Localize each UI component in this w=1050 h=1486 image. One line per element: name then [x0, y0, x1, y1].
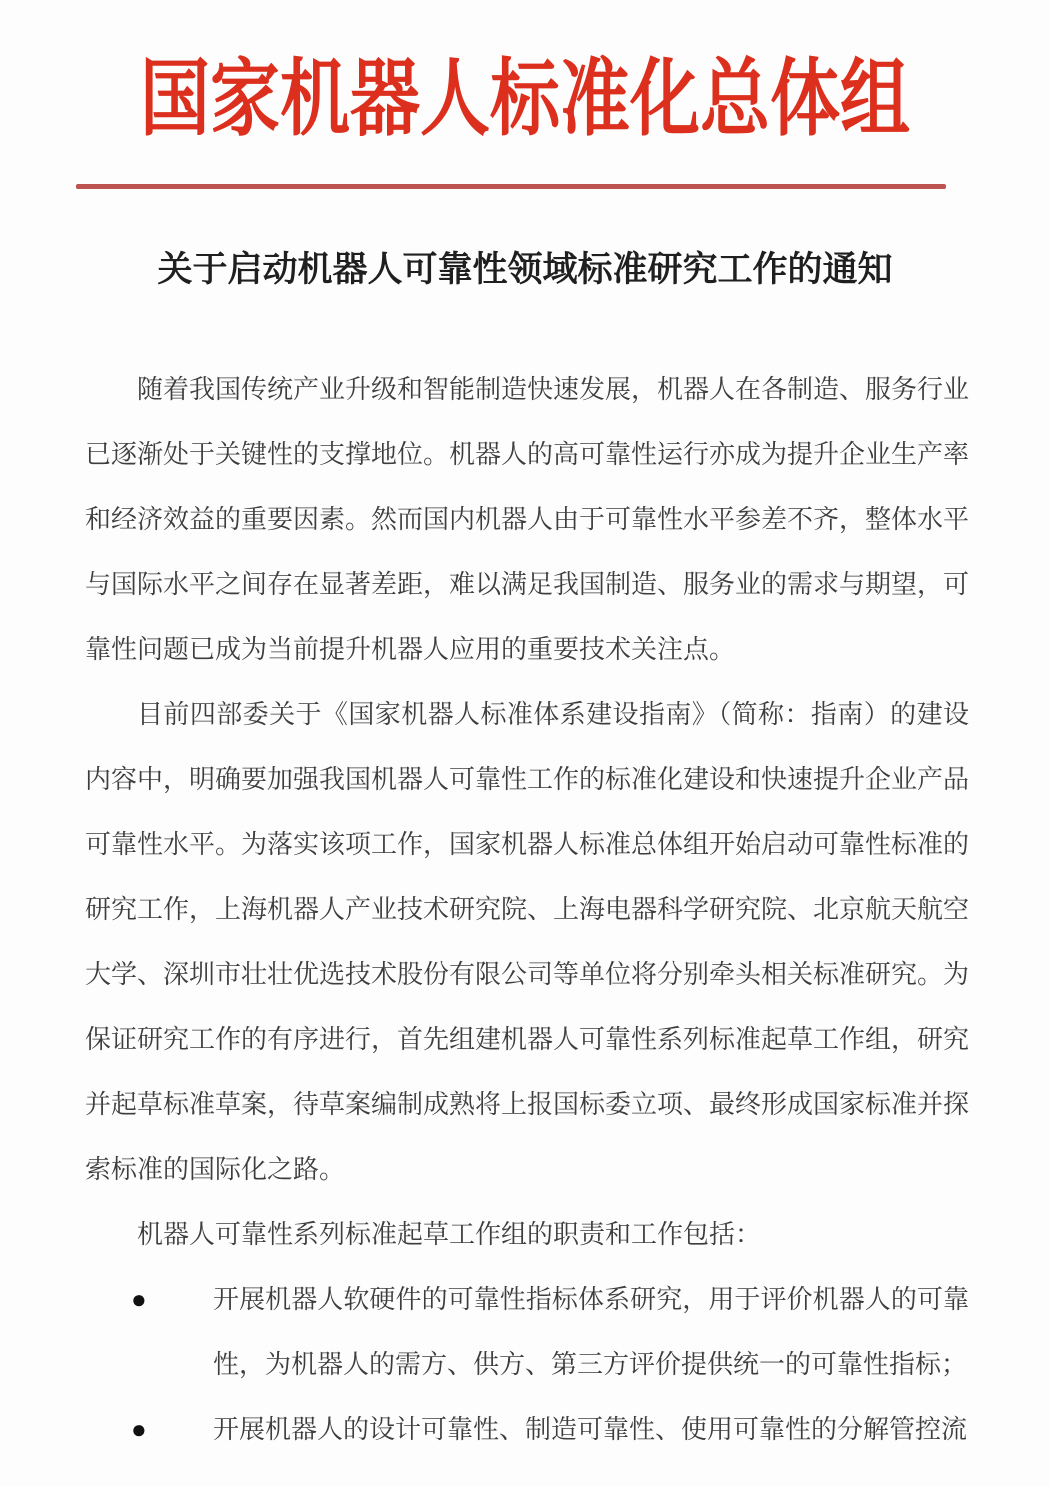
- bullet-icon: ●: [131, 1415, 147, 1444]
- letterhead-divider: [76, 184, 946, 189]
- bullet-item-2: [85, 1397, 969, 1462]
- bullet-item-1: [85, 1267, 969, 1397]
- letterhead: [0, 0, 1050, 189]
- bullet-text-2: 开展机器人的设计可靠性、制造可靠性、使用可靠性的分解管控流: [213, 1415, 968, 1444]
- paragraph-duties-lead-in: 机器人可靠性系列标准起草工作组的职责和工作包括：: [137, 1220, 762, 1249]
- document-title: 关于启动机器人可靠性领域标准研究工作的通知: [157, 250, 893, 289]
- bullet-text-1: 开展机器人软硬件的可靠性指标体系研究，用于评价机器人的可靠性，为机器人的需方、供方、第三方评价提供统一的可靠性指标；: [213, 1285, 969, 1379]
- org-title: 国家机器人标准化总体组: [140, 54, 910, 147]
- paragraph-background: 目前四部委关于《国家机器人标准体系建设指南》（简称：指南）的建设内容中，明确要加强我国机器人可靠性工作的标准化建设和快速提升企业产品可靠性水平。为落实该项工作，国家机器人标准总体组开始启动可靠性标准的研究工作，上海机器人产业技术研究院、上海电器科学研究院、北京航天航空大学、深圳市壮壮优选技术股份有限公司等单位将分别牵头相关标准研究。为保证研究工作的有序进行，首先组建机器人可靠性系列标准起草工作组，研究并起草标准草案，待草案编制成熟将上报国标委立项、最终形成国家标准并探索标准的国际化之路。: [85, 700, 970, 1184]
- bullet-icon: ●: [131, 1285, 147, 1314]
- document-body: [85, 357, 969, 1462]
- paragraph-intro: 随着我国传统产业升级和智能制造快速发展，机器人在各制造、服务行业已逐渐处于关键性的支撑地位。机器人的高可靠性运行亦成为提升企业生产率和经济效益的重要因素。然而国内机器人由于可靠性水平参差不齐，整体水平与国际水平之间存在显著差距，难以满足我国制造、服务业的需求与期望，可靠性问题已成为当前提升机器人应用的重要技术关注点。: [85, 375, 970, 664]
